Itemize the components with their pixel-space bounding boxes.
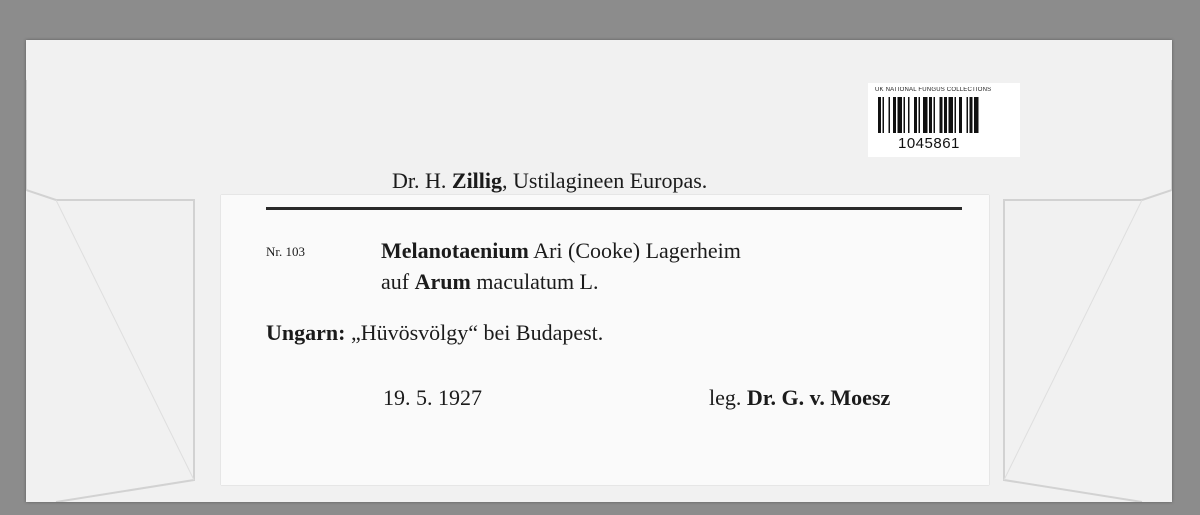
host-species: maculatum L.	[476, 269, 599, 294]
header-rule	[266, 207, 962, 210]
barcode-bar	[893, 97, 896, 133]
header-author-name: Zillig	[451, 168, 503, 193]
barcode-bar	[949, 97, 954, 133]
species-epithet: Ari (Cooke) Lagerheim	[533, 238, 741, 263]
barcode-number: 1045861	[898, 135, 960, 152]
collector-prefix: leg.	[709, 385, 742, 410]
barcode-bar	[923, 97, 928, 133]
barcode-bar	[914, 97, 917, 133]
barcode-bar	[889, 97, 891, 133]
barcode-bar	[898, 97, 903, 133]
host-prefix: auf	[381, 269, 410, 294]
barcode-bar	[934, 97, 936, 133]
collector-line	[709, 385, 890, 411]
barcode-bar	[919, 97, 921, 133]
barcode-bars	[878, 97, 1010, 137]
species-line	[381, 238, 741, 264]
collection-date: 19. 5. 1927	[383, 385, 482, 410]
host-line	[381, 269, 599, 295]
barcode-bar	[967, 97, 969, 133]
header-author: Dr. H.	[392, 168, 447, 193]
barcode-bar	[908, 97, 910, 133]
barcode-bar	[944, 97, 947, 133]
barcode-bar	[883, 97, 885, 133]
barcode-bar	[974, 97, 979, 133]
barcode-bar	[955, 97, 957, 133]
collector-name: Dr. G. v. Moesz	[746, 385, 891, 410]
header-series: , Ustilagineen Europas.	[502, 168, 708, 193]
collection-header	[392, 168, 707, 194]
locality-line	[266, 320, 603, 346]
species-genus: Melanotaenium	[381, 238, 529, 263]
locality-country: Ungarn:	[266, 320, 346, 345]
barcode-bar	[878, 97, 881, 133]
barcode-bar	[940, 97, 943, 133]
barcode-bar	[970, 97, 973, 133]
barcode-bar	[959, 97, 962, 133]
specimen-number: Nr. 103	[266, 244, 305, 259]
barcode-bar	[904, 97, 906, 133]
barcode-bar	[929, 97, 932, 133]
locality-place: „Hüvösvölgy“ bei Budapest.	[350, 320, 604, 345]
barcode-organization: UK NATIONAL FUNGUS COLLECTIONS	[875, 87, 992, 93]
barcode-sticker	[868, 83, 1020, 157]
envelope-left-flap	[26, 40, 226, 502]
host-genus: Arum	[414, 269, 471, 294]
